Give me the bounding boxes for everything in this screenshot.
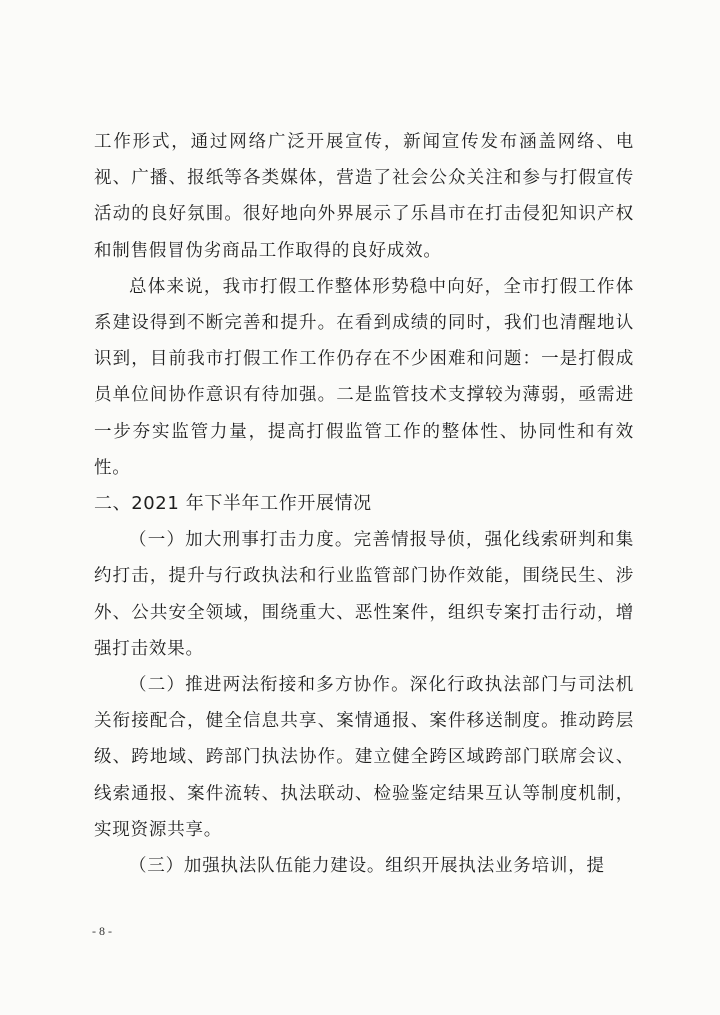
list-item-2-body: 深化行政执法部门与司法机关衔接配合，健全信息共享、案情通报、案件移送制度。推动跨层级、跨地域、跨部门执法协作。建立健全跨区域跨部门联席会议、线索通报、案件流转、执法联动、检验鉴定结果互认等制度机制，实现资源共享。 (94, 675, 635, 840)
section-heading: 二、2021 年下半年工作开展情况 (94, 493, 372, 515)
document-body (94, 124, 634, 884)
list-item-2-lead: （二）推进两法衔接和多方协作。 (129, 675, 410, 696)
list-item-1-body: 完善情报导侦，强化线索研判和集约打击，提升与行政执法和行业监管部门协作效能，围绕民生、涉外、公共安全领域，围绕重大、恶性案件，组织专案打击行动，增强打击效果。 (94, 530, 635, 659)
list-item-3-lead: （三）加强执法队伍能力建设。 (129, 856, 386, 877)
list-item-1 (94, 522, 634, 667)
list-item-3 (94, 848, 634, 884)
list-item-3-body: 组织开展执法业务培训，提 (385, 856, 605, 877)
list-item-1-lead: （一）加大刑事打击力度。 (129, 530, 354, 551)
paragraph-continued: 工作形式，通过网络广泛开展宣传，新闻宣传发布涵盖网络、电视、广播、报纸等各类媒体，营造了社会公众关注和参与打假宣传活动的良好氛围。很好地向外界展示了乐昌市在打击侵犯知识产权和制售假冒伪劣商品工作取得的良好成效。 (94, 132, 634, 261)
paragraph-summary: 总体来说，我市打假工作整体形势稳中向好，全市打假工作体系建设得到不断完善和提升。在看到成绩的同时，我们也清醒地认识到，目前我市打假工作工作仍存在不少困难和问题：一是打假成员单位间协作意识有待加强。二是监管技术支撑较为薄弱，亟需进一步夯实监管力量，提高打假监管工作的整体性、协同性和有效性。 (94, 276, 634, 478)
page-number: - 8 - (92, 924, 112, 938)
list-item-2 (94, 667, 634, 848)
